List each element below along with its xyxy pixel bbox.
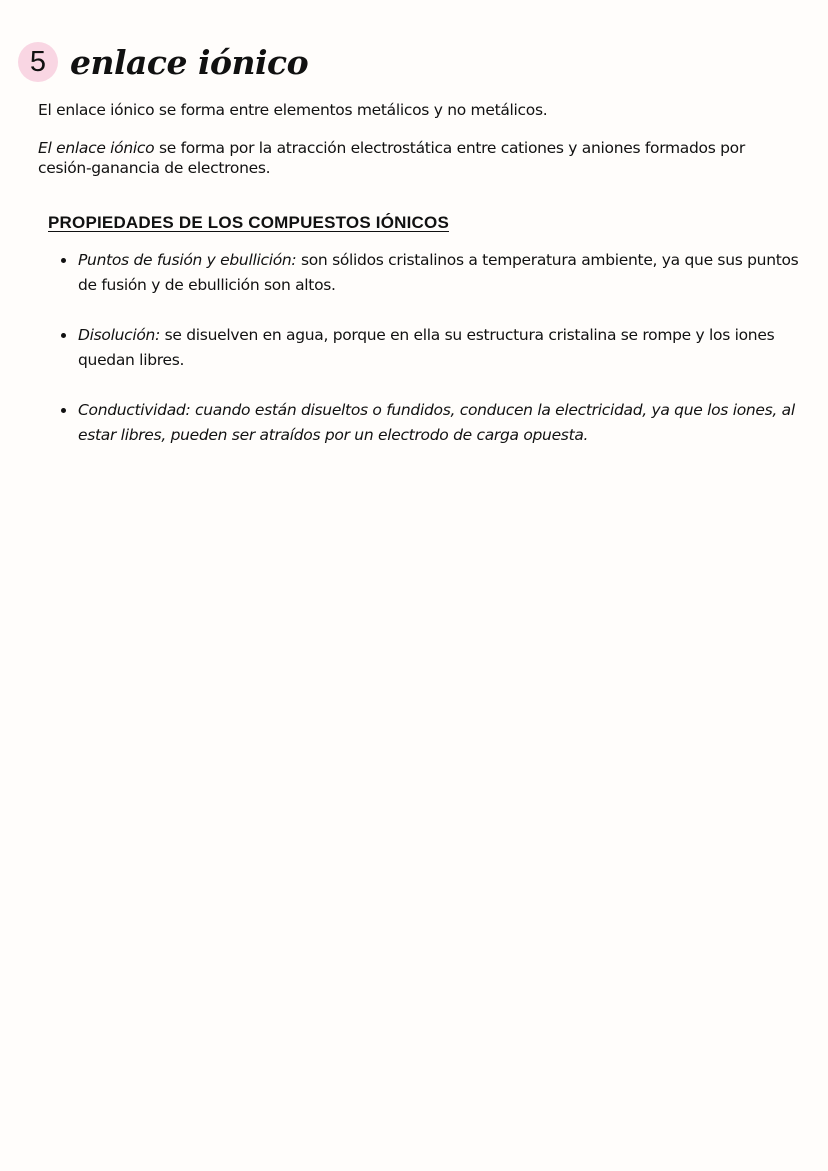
list-item-term: Conductividad: bbox=[78, 401, 191, 419]
list-item-fusion bbox=[78, 248, 800, 298]
intro-paragraph-1: El enlace iónico se forma entre elementos metálicos y no metálicos. bbox=[38, 101, 548, 119]
intro-paragraph-2 bbox=[38, 138, 798, 178]
definition-term: El enlace iónico bbox=[38, 139, 155, 157]
list-item-text: se disuelven en agua, porque en ella su estructura cristalina se rompe y los iones quedan libres. bbox=[78, 326, 775, 369]
title-text: enlace iónico bbox=[70, 42, 309, 82]
list-item-text: cuando están disueltos o fundidos, conducen la electricidad, ya que los iones, al estar libres, pueden ser atraídos por un electrodo de carga opuesta. bbox=[78, 401, 795, 444]
properties-list bbox=[78, 248, 800, 473]
list-item-disolucion bbox=[78, 323, 800, 373]
page-title bbox=[18, 40, 308, 84]
section-heading: PROPIEDADES DE LOS COMPUESTOS IÓNICOS bbox=[48, 213, 449, 232]
section-number-badge: 5 bbox=[18, 42, 58, 82]
definition-text: se forma por la atracción electrostática entre cationes y aniones formados por cesión-ganancia de electrones. bbox=[38, 139, 745, 177]
list-item-conductividad bbox=[78, 398, 800, 448]
list-item-term: Puntos de fusión y ebullición: bbox=[78, 251, 297, 269]
list-item-text: son sólidos cristalinos a temperatura ambiente, ya que sus puntos de fusión y de ebullición son altos. bbox=[78, 251, 799, 294]
list-item-term: Disolución: bbox=[78, 326, 160, 344]
